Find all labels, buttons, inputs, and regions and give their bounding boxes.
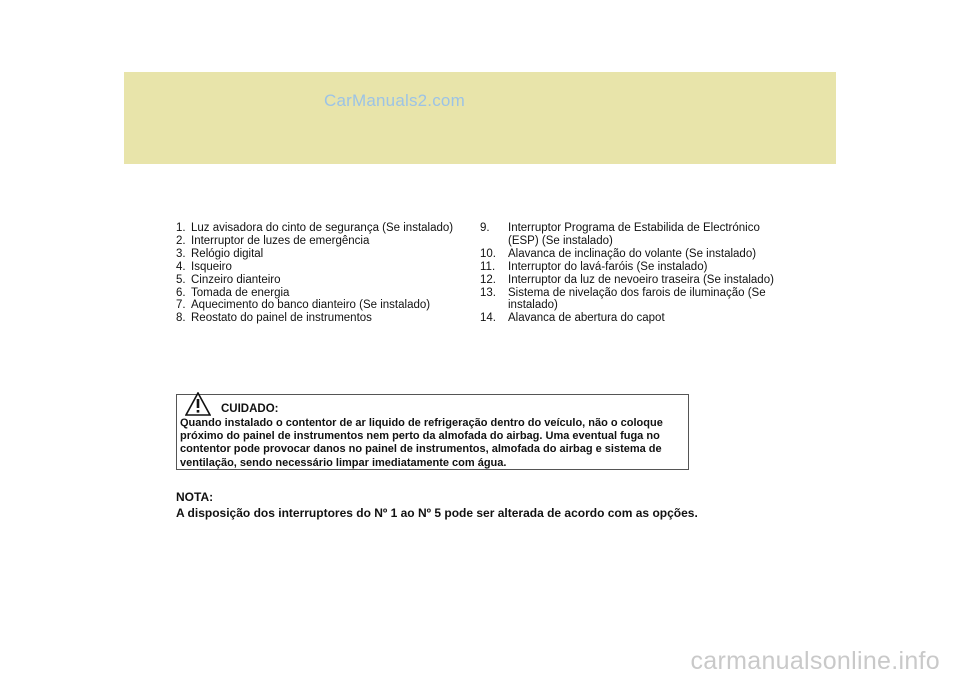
item-text: Isqueiro (191, 260, 232, 273)
caution-box (176, 394, 689, 470)
note-body: A disposição dos interruptores do Nº 1 ao Nº 5 pode ser alterada de acordo com as opções. (176, 506, 698, 520)
item-number: 6. (176, 286, 186, 299)
item-number: 3. (176, 247, 186, 260)
component-list-left (176, 222, 476, 325)
list-item (176, 248, 476, 261)
item-text: Interruptor do lavá-faróis (Se instalado) (508, 260, 708, 273)
list-item (176, 261, 476, 274)
item-number: 14. (480, 312, 496, 325)
item-number: 7. (176, 299, 186, 312)
list-item (480, 287, 790, 313)
item-number: 9. (480, 222, 490, 234)
item-text: Aquecimento do banco dianteiro (Se instalado) (191, 299, 431, 312)
item-text: Interruptor de luzes de emergência (191, 234, 370, 247)
item-text: Sistema de nivelação dos farois de iluminação (Se instalado) (508, 286, 766, 312)
item-text: Interruptor Programa de Estabilida de Electrónico (ESP) (Se instalado) (508, 222, 760, 247)
list-item (176, 235, 476, 248)
footer-watermark: carmanualsonline.info (690, 647, 940, 675)
item-number: 2. (176, 234, 186, 247)
caution-body: Quando instalado o contentor de ar liquido de refrigeração dentro do veículo, não o coloque próximo do painel de instrumentos nem perto da almofada do airbag. Uma eventual fuga no contentor pode provocar danos no painel de instrumentos, almofada do airbag e sistema de ventilação, sendo necessário limpar imediatamente com água. (180, 417, 663, 469)
item-number: 10. (480, 247, 496, 260)
item-number: 11. (480, 260, 496, 273)
list-item (176, 222, 476, 235)
item-number: 12. (480, 273, 496, 286)
list-item (480, 312, 790, 325)
header-banner (124, 72, 836, 164)
list-item (176, 287, 476, 300)
warning-triangle-icon (185, 392, 211, 416)
note-label: NOTA: (176, 490, 214, 504)
component-list-right (480, 222, 790, 325)
item-text: Interruptor da luz de nevoeiro traseira (Se instalado) (508, 273, 774, 286)
item-number: 5. (176, 273, 186, 286)
item-number: 4. (176, 260, 186, 273)
list-item (176, 274, 476, 287)
item-number: 13. (480, 286, 496, 299)
item-text: Cinzeiro dianteiro (191, 273, 281, 286)
item-number: 8. (176, 312, 186, 325)
list-item (176, 312, 476, 325)
watermark-link[interactable]: CarManuals2.com (324, 91, 465, 110)
list-item (480, 261, 790, 274)
caution-title: CUIDADO: (221, 403, 279, 415)
list-item (480, 274, 790, 287)
item-text: Luz avisadora do cinto de segurança (Se instalado) (191, 222, 454, 234)
item-number: 1. (176, 222, 186, 234)
item-text: Alavanca de abertura do capot (508, 312, 665, 325)
item-text: Tomada de energia (191, 286, 290, 299)
item-text: Relógio digital (191, 247, 264, 260)
item-text: Reostato do painel de instrumentos (191, 312, 372, 325)
item-text: Alavanca de inclinação do volante (Se instalado) (508, 247, 757, 260)
list-item (176, 299, 476, 312)
list-item (480, 222, 790, 248)
list-item (480, 248, 790, 261)
